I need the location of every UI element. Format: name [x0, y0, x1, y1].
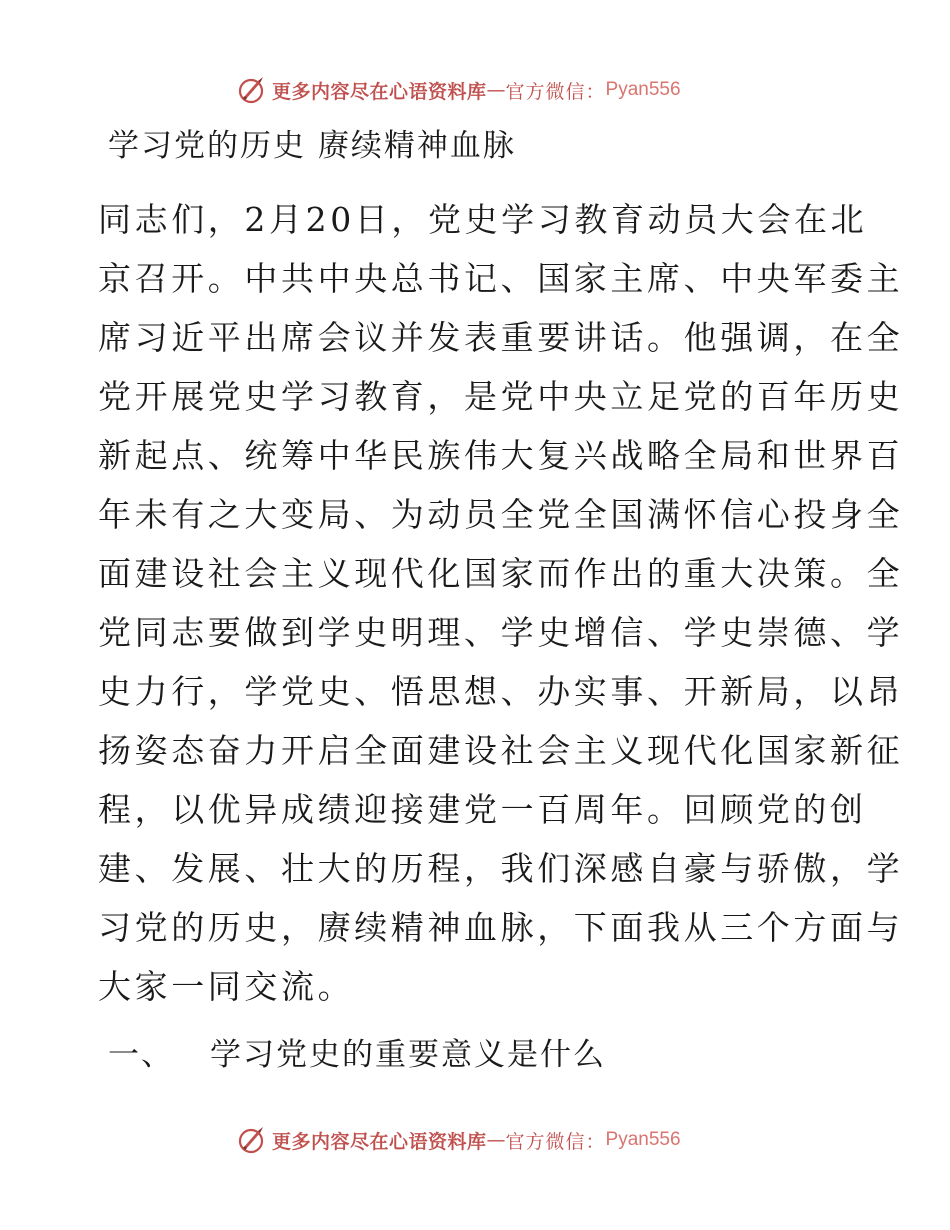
banner-wechat-label: 官方微信：: [505, 1130, 606, 1153]
banner-dash: —: [486, 1129, 506, 1151]
paragraph-line: 党同志要做到学史明理、学史增信、学史崇德、学: [98, 613, 904, 652]
banner-main-text: 更多内容尽在心语资料库: [272, 80, 487, 103]
paragraph-line: 扬姿态奋力开启全面建设社会主义现代化国家新征: [98, 731, 904, 770]
document-title: 学习党的历史 赓续精神血脉: [108, 128, 516, 164]
banner-main-text: 更多内容尽在心语资料库: [272, 1130, 487, 1153]
paragraph-line: 同志们，2月20日，党史学习教育动员大会在北: [98, 200, 868, 239]
paragraph-line: 席习近平出席会议并发表重要讲话。他强调，在全: [98, 318, 904, 357]
header-banner: [236, 72, 681, 108]
paragraph-line: 党开展党史学习教育，是党中央立足党的百年历史: [98, 377, 904, 416]
paragraph-line: 史力行，学党史、悟思想、办实事、开新局，以昂: [98, 672, 904, 711]
paragraph-line: 程，以优异成绩迎接建党一百周年。回顾党的创: [98, 790, 867, 829]
section-heading: [108, 1030, 606, 1080]
body-paragraph: [98, 190, 904, 1016]
banner-wechat-id: Pyan556: [605, 79, 681, 100]
quill-pen-logo-icon: [236, 1125, 266, 1155]
paragraph-line: 京召开。中共中央总书记、国家主席、中央军委主: [98, 259, 904, 298]
footer-banner: [236, 1122, 681, 1158]
quill-pen-logo-icon: [236, 75, 266, 105]
paragraph-line: 习党的历史，赓续精神血脉，下面我从三个方面与: [98, 908, 904, 947]
section-number: 一、: [108, 1037, 174, 1073]
paragraph-line: 新起点、统筹中华民族伟大复兴战略全局和世界百: [98, 436, 904, 475]
section-heading-text: 学习党史的重要意义是什么: [210, 1037, 606, 1073]
paragraph-line: 年未有之大变局、为动员全党全国满怀信心投身全: [98, 495, 904, 534]
paragraph-line: 建、发展、壮大的历程，我们深感自豪与骄傲，学: [98, 849, 904, 888]
paragraph-line: 面建设社会主义现代化国家而作出的重大决策。全: [98, 554, 904, 593]
banner-wechat-id: Pyan556: [605, 1129, 681, 1150]
banner-wechat-label: 官方微信：: [505, 80, 606, 103]
paragraph-line: 大家一同交流。: [98, 967, 355, 1006]
banner-dash: —: [486, 79, 506, 101]
